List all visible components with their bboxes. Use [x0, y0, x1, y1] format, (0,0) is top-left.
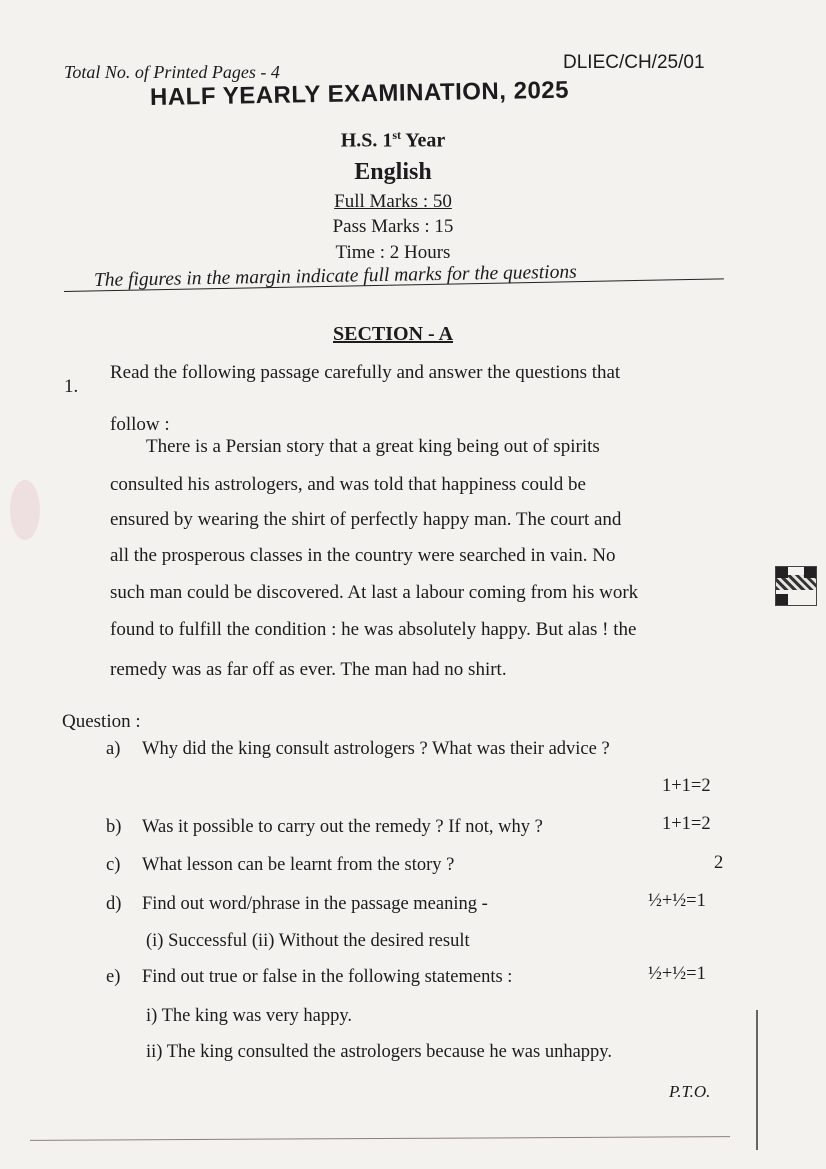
question-intro-line2: follow : [110, 414, 170, 435]
full-marks: Full Marks : 50 [334, 191, 452, 212]
paper-code: DLIEC/CH/25/01 [563, 52, 705, 73]
sub-a-text: Why did the king consult astrologers ? What was their advice ? [142, 739, 610, 759]
class-year [0, 128, 786, 153]
section-heading-wrap [0, 323, 786, 346]
section-heading: SECTION - A [332, 323, 454, 345]
sub-d-label: d) [106, 894, 122, 914]
question-label: Question : [62, 711, 141, 732]
passage-line: ensured by wearing the shirt of perfectly happy man. The court and [110, 509, 622, 530]
question-intro-line1: Read the following passage carefully and answer the questions that [110, 362, 621, 383]
year-prefix: H.S. 1 [340, 129, 393, 152]
question-number: 1. [64, 376, 79, 397]
margin-line [756, 1010, 758, 1150]
passage-line: all the prosperous classes in the country were searched in vain. No [110, 545, 616, 566]
total-pages: Total No. of Printed Pages - 4 [64, 62, 280, 82]
year-sup: st [392, 128, 402, 142]
sub-e-text: Find out true or false in the following statements : [142, 967, 513, 987]
bottom-divider [30, 1136, 730, 1141]
sub-d-marks: ½+½=1 [648, 891, 706, 911]
sub-e-statement-ii: ii) The king consulted the astrologers because he was unhappy. [146, 1042, 612, 1062]
qr-code-icon [775, 566, 817, 606]
subject-title: English [354, 159, 432, 185]
sub-c-marks: 2 [714, 853, 724, 873]
sub-b-label: b) [106, 817, 122, 837]
year-suffix: Year [401, 129, 446, 152]
passage-line: remedy was as far off as ever. The man had no shirt. [110, 659, 507, 680]
exam-time: Time : 2 Hours [335, 242, 451, 263]
paper-smudge [10, 480, 40, 540]
passage-line: such man could be discovered. At last a labour coming from his work [110, 582, 639, 603]
pass-marks: Pass Marks : 15 [332, 216, 454, 237]
sub-e-marks: ½+½=1 [648, 964, 706, 984]
sub-c-text: What lesson can be learnt from the story ? [142, 855, 455, 875]
sub-d-text: Find out word/phrase in the passage meaning - [142, 894, 488, 914]
sub-a-label: a) [106, 739, 121, 759]
sub-b-text: Was it possible to carry out the remedy ? If not, why ? [142, 817, 543, 837]
sub-b-marks: 1+1=2 [662, 814, 711, 834]
sub-e-label: e) [106, 967, 121, 987]
sub-e-statement-i: i) The king was very happy. [146, 1006, 353, 1026]
exam-title: HALF YEARLY EXAMINATION, 2025 [149, 76, 570, 111]
passage-line: found to fulfill the condition : he was absolutely happy. But alas ! the [110, 619, 637, 640]
instruction-line: The figures in the margin indicate full marks for the questions [93, 261, 577, 291]
pto-note: P.T.O. [669, 1082, 711, 1101]
sub-c-label: c) [106, 855, 121, 875]
passage-line: There is a Persian story that a great king being out of spirits [146, 436, 600, 457]
passage-line: consulted his astrologers, and was told that happiness could be [110, 474, 586, 495]
sub-a-marks: 1+1=2 [662, 776, 711, 796]
sub-d-options: (i) Successful (ii) Without the desired result [146, 931, 470, 951]
full-marks-wrap [0, 191, 786, 213]
